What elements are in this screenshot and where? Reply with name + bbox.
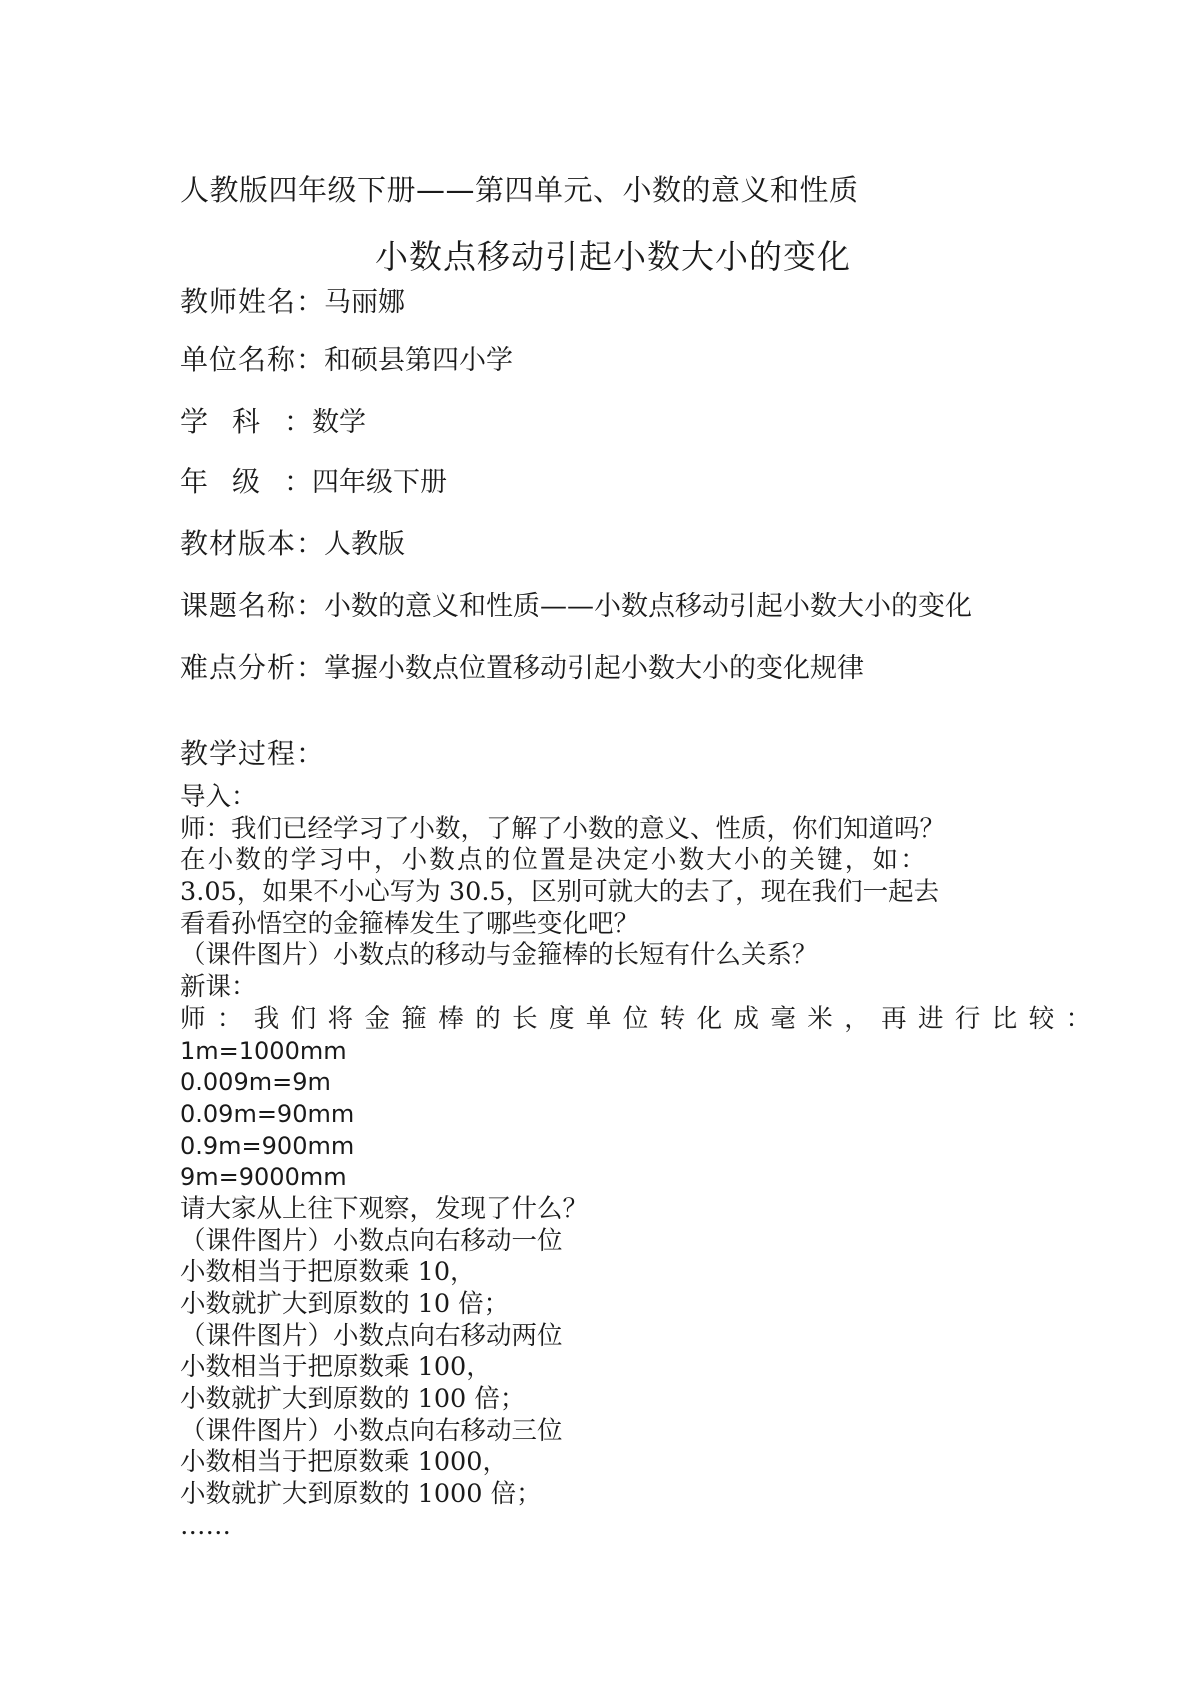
info-row-edition: [180, 522, 405, 562]
info-value: 马丽娜: [324, 287, 406, 318]
info-label: 单位名称: [180, 343, 297, 376]
body-line: 9m=9000mm: [180, 1163, 347, 1192]
body-line: （课件图片）小数点向右移动三位: [180, 1415, 563, 1446]
info-colon: ：: [296, 285, 325, 318]
info-value: 小数的意义和性质——小数点移动引起小数大小的变化: [324, 591, 973, 622]
info-label: 年级: [180, 465, 285, 498]
unit-title: 人教版四年级下册——第四单元、小数的意义和性质: [180, 173, 859, 207]
body-line: （课件图片）小数点向右移动一位: [180, 1225, 563, 1256]
info-value: 数学: [312, 407, 367, 438]
info-value: 掌握小数点位置移动引起小数大小的变化规律: [324, 653, 865, 684]
body-line: 师：我们已经学习了小数，了解了小数的意义、性质，你们知道吗？: [180, 813, 946, 844]
body-line: 0.09m=90mm: [180, 1099, 355, 1128]
info-row-difficulty: [180, 646, 864, 686]
body-line: 看看孙悟空的金箍棒发生了哪些变化吧？: [180, 908, 640, 939]
body-line: （课件图片）小数点的移动与金箍棒的长短有什么关系？: [180, 940, 818, 971]
body-line: 导入：: [180, 782, 257, 812]
lesson-title: 小数点移动引起小数大小的变化: [375, 237, 851, 276]
body-line: （课件图片）小数点向右移动两位: [180, 1320, 563, 1351]
body-line: 0.9m=900mm: [180, 1131, 355, 1160]
info-colon: ：: [296, 589, 325, 622]
body-line: 小数相当于把原数乘 10，: [180, 1257, 476, 1288]
info-colon: ：: [284, 405, 313, 438]
body-line: 3.05，如果不小心写为 30.5，区别可就大的去了，现在我们一起去: [180, 877, 940, 908]
process-heading: 教学过程：: [180, 737, 326, 770]
info-row-topic: [180, 584, 972, 624]
info-colon: ：: [284, 465, 313, 498]
info-row-grade: [180, 460, 447, 500]
body-line: 小数相当于把原数乘 1000，: [180, 1447, 509, 1478]
info-value: 人教版: [324, 529, 406, 560]
body-line: 师：我们将金箍棒的长度单位转化成毫米，再进行比较：: [180, 1003, 1103, 1034]
body-line: 小数就扩大到原数的 1000 倍；: [180, 1479, 542, 1510]
body-line: 小数就扩大到原数的 100 倍；: [180, 1384, 526, 1415]
info-row-subject: [180, 400, 366, 440]
info-label: 教材版本: [180, 527, 297, 560]
info-label: 难点分析: [180, 651, 297, 684]
info-label: 学科: [180, 405, 285, 438]
info-colon: ：: [296, 651, 325, 684]
body-line: 小数相当于把原数乘 100，: [180, 1352, 492, 1383]
info-value: 四年级下册: [312, 467, 448, 498]
body-line: 新课：: [180, 972, 257, 1003]
body-line: ……: [180, 1510, 231, 1541]
info-value: 和硕县第四小学: [324, 345, 514, 376]
body-line: 0.009m=9m: [180, 1068, 331, 1097]
body-line: 小数就扩大到原数的 10 倍；: [180, 1289, 510, 1319]
info-row-school: [180, 338, 513, 378]
body-line: 1m=1000mm: [180, 1036, 347, 1065]
lesson-body: [180, 782, 1103, 1543]
info-colon: ：: [296, 343, 325, 376]
info-colon: ：: [296, 527, 325, 560]
body-line: 请大家从上往下观察，发现了什么？: [180, 1193, 589, 1224]
info-label: 教师姓名: [180, 285, 297, 318]
info-label: 课题名称: [180, 589, 297, 622]
body-line: 在小数的学习中，小数点的位置是决定小数大小的关键，如：: [180, 845, 928, 876]
info-row-teacher: [180, 280, 405, 320]
